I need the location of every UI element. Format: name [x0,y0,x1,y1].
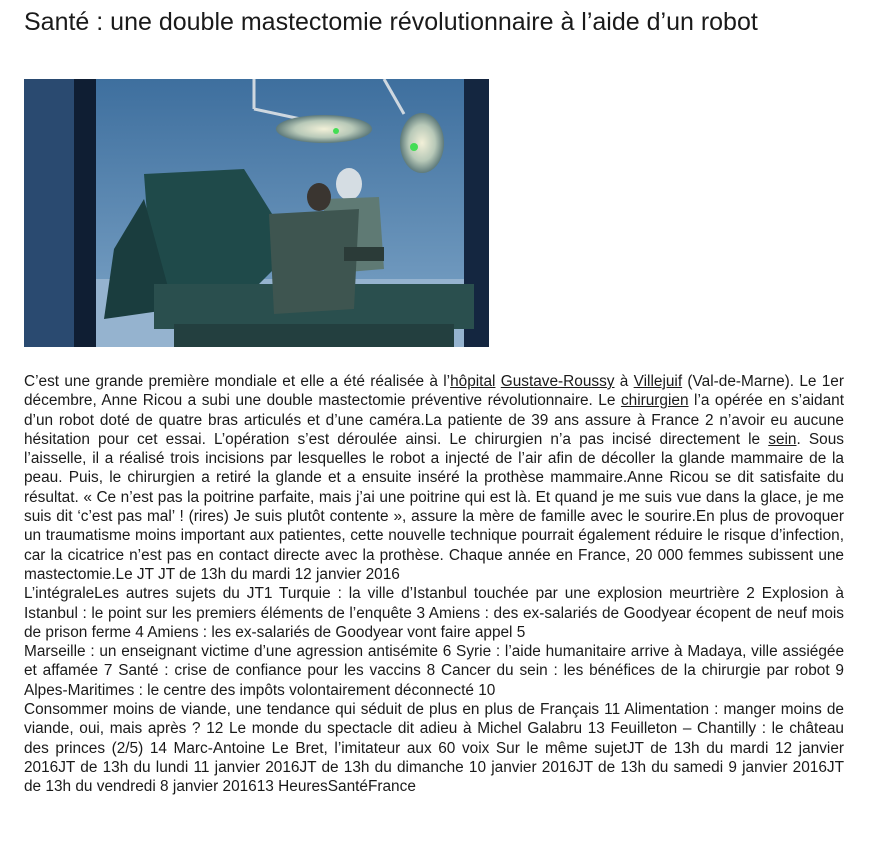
link-gustave-roussy[interactable]: Gustave-Roussy [500,373,615,390]
article-paragraph: Marseille : un enseignant victime d’une agression antisémite 6 Syrie : l’aide humanitaire arrive à Madaya, ville assiégée et affamée 7 Santé : crise de confiance pour les vaccins 8 Cancer du sein : les bénéfices de la chirurgie par robot 9 Alpes-Maritimes : le centre des impôts volontairement déconnecté 10 [24,643,844,699]
article-body [24,372,844,797]
article-paragraph: Consommer moins de viande, une tendance qui séduit de plus en plus de Français 11 Alimentation : manger moins de viande, oui, mais après ? 12 Le monde du spectacle dit adieu à Michel Galabru 13 Feuilleton – Chantilly : le château des princes (2/5) 14 Marc-Antoine Le Bret, l’imitateur aux 60 voix Sur le même sujetJT de 13h du mardi 12 janvier 2016JT de 13h du lundi 11 janvier 2016JT de 13h du dimanche 10 janvier 2016JT de 13h du samedi 9 janvier 2016JT de 13h du vendredi 8 janvier 201613 HeuresSantéFrance [24,701,844,796]
operating-room-image [24,79,489,347]
text-segment: l’a opérée en s’aidant d’un robot doté de quatre bras articulés et d’une caméra.La patiente de 39 ans assure à France 2 n’avoir eu aucune hésitation pour cet essai. L’opération s’est déroulée ainsi. Le chirurgien n’a pas incisé directement le [24,392,845,448]
link-chirurgien[interactable]: chirurgien [620,392,689,410]
text-segment: . Sous l’aisselle, il a réalisé trois incisions par lesquelles le robot a injecté de l’air afin de décoller la glande mammaire de la peau. Puis, le chirurgien a retiré la glande et a ensuite inséré la prothèse mammaire.Anne Ricou se dit satisfaite du résultat. « Ce n’est pas la poitrine parfaite, mais j’ai une poitrine qui est là. Et quand je me suis vue dans la glace, je me suis dit ‘c’est pas mal’ ! (rires) Je suis plutôt contente », assure la mère de famille avec le sourire.En plus de provoquer un traumatisme moins important aux patientes, cette nouvelle technique pourrait également réduire le risque d’infection, car la cicatrice n’est pas en contact directe avec la prothèse. Chaque année en France, 20 000 femmes subissent une mastectomie.Le JT JT de 13h du mardi 12 janvier 2016 [24,430,844,583]
article-paragraph [24,372,844,584]
article-photo [24,79,489,347]
link-hopital[interactable]: hôpital [450,373,496,390]
article-title: Santé : une double mastectomie révolutionnaire à l’aide d’un robot [24,8,758,36]
text-segment: C’est une grande première mondiale et elle a été réalisée à l’ [24,373,451,390]
link-sein[interactable]: sein [768,430,797,448]
text-segment: à [614,373,634,390]
article-paragraph: L’intégraleLes autres sujets du JT1 Turquie : la ville d’Istanbul touchée par une explosion meurtrière 2 Explosion à Istanbul : le point sur les premiers éléments de l’enquête 3 Amiens : des ex-salariés de Goodyear écopent de neuf mois de prison ferme 4 Amiens : les ex-salariés de Goodyear vont faire appel 5 [24,585,844,641]
text-segment: (Val-de-Marne). Le 1er décembre, Anne Ricou a subi une double mastectomie préventive révolutionnaire. Le [24,373,844,410]
link-villejuif[interactable]: Villejuif [633,373,683,390]
